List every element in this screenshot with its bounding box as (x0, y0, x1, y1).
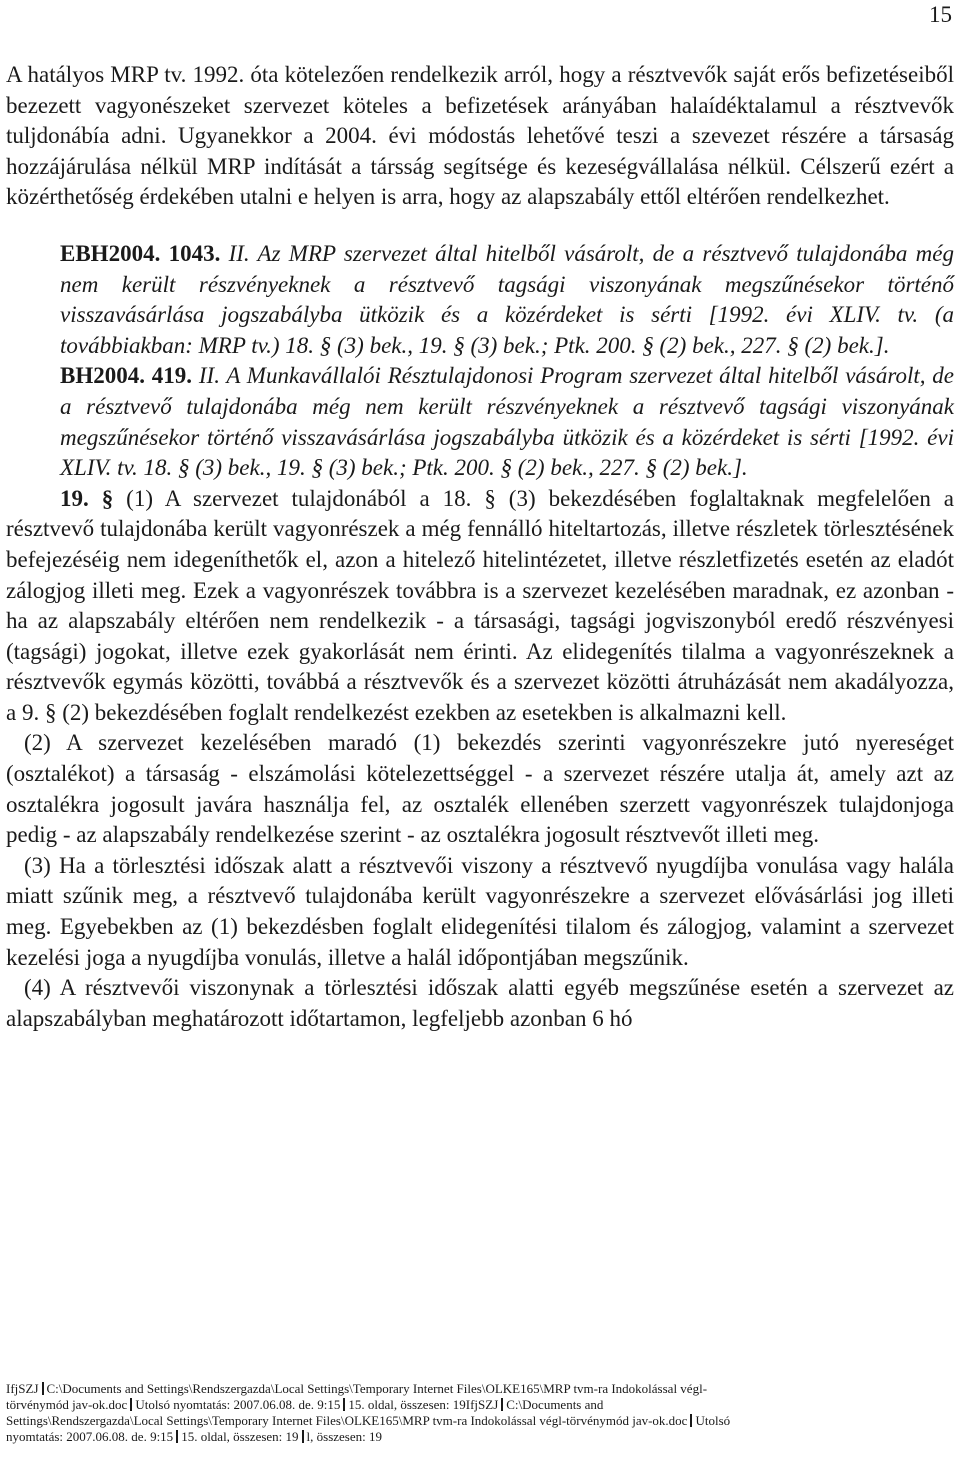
footer-filename: törvénymód jav-ok.doc (6, 1397, 128, 1412)
footer-line (6, 1381, 954, 1397)
footer-print-date: nyomtatás: 2007.06.08. de. 9:15 (6, 1429, 174, 1444)
footer-print-label: Utolsó (695, 1413, 731, 1428)
case-reference: BH2004. 419. (60, 363, 193, 389)
footer-separator (176, 1430, 178, 1443)
footer-separator (690, 1414, 692, 1427)
case-reference: EBH2004. 1043. (60, 240, 221, 266)
footer-separator (42, 1382, 44, 1395)
court-decision-bh (6, 361, 954, 483)
footer-line (6, 1429, 954, 1445)
footer-separator (130, 1398, 132, 1411)
footer-separator (343, 1398, 345, 1411)
section-text: (1) A szervezet tulajdonából a 18. § (3) bekezdésében foglaltaknak megfelelően a résztvevő tulajdonába került vagyonrészek a még fennálló hiteltartozás, illetve részletek törlesztésének befejezéséig nem idegeníthetők el, azon a hitelező hitelintézetet, illetve részletfizetés esetén az eladót zálogjog illeti meg. Ezek a vagyonrészek továbbra is a szervezet kezelésében maradnak, ez azonban - ha az alapszabály eltérően nem rendelkezik - a társasági, tagsági jogviszonyból eredő részvényesi (tagsági) jogokat, illetve ezek gyakorlását nem érinti. Az elidegenítés tilalma a vagyonrészeknek a résztvevők egymás közötti, továbbá a résztvevők és a szervezet közötti átruházását nem akadályozza, a 9. § (2) bekezdésében foglalt rendelkezést ezekben az esetekben is alkalmazni kell. (6, 485, 955, 725)
footer-path: C:\Documents and (506, 1397, 604, 1412)
footer-page-count: l, összesen: 19 (306, 1429, 382, 1444)
footer-separator (501, 1398, 503, 1411)
document-body (6, 60, 954, 1034)
page-number: 15 (929, 2, 952, 27)
footer-line (6, 1397, 954, 1413)
case-text: II. Az MRP szervezet által hitelből vásárolt, de a résztvevő tulajdonába még nem került részvényeknek a résztvevő tagsági viszonyának megszűnésekor történő visszavásárlása jogszabályba ütközik és a közérdeket is sérti [1992. évi XLIV. tv. (a továbbiakban: MRP tv.) 18. § (3) bek., 19. § (3) bek.; Ptk. 200. § (2) bek., 227. § (2) bek.]. (60, 240, 954, 358)
footer-page-count: 15. oldal, összesen: 19IfjSZJ (348, 1397, 499, 1412)
footer-separator (302, 1430, 304, 1443)
section-19-paragraph-1 (6, 484, 954, 729)
footer-path: Settings\Rendszergazda\Local Settings\Temporary Internet Files\OLKE165\MRP tvm-ra Indokolással végl-törvénymód jav-ok.doc (6, 1413, 688, 1428)
case-text: II. A Munkavállalói Résztulajdonosi Program szervezet által hitelből vásárolt, de a résztvevő tulajdonába még nem került részvényeknek a résztvevő tagsági viszonyának megszűnésekor történő visszavásárlása jogszabályba ütközik és a közérdeket is sérti [1992. évi XLIV. tv. 18. § (3) bek., 19. § (3) bek.; Ptk. 200. § (2) bek., 227. § (2) bek.]. (60, 363, 955, 481)
section-19-paragraph-4: (4) A résztvevői viszonynak a törlesztési időszak alatti egyéb megszűnése esetén a szervezet az alapszabályban meghatározott időtartamon, legfeljebb azonban 6 hó (6, 975, 954, 1031)
intro-paragraph: A hatályos MRP tv. 1992. óta kötelezően rendelkezik arról, hogy a résztvevők saját erős befizetéseiből bezezett vagyonészeket szervezet köteles a befizetések arányában halaídéktalamul a résztvevők tuljdonábía adni. Ugyanekkor a 2004. évi módostás lehetővé teszi a szevezet részére a társaság hozzájárulása nélkül MRP indítását a társság segítsége és kezeségvállalása nélkül. Célszerű ezért a közérthetőség érdekében utalni e helyen is arra, hogy az alapszabály ettől eltérően rendelkezhet. (6, 62, 954, 210)
section-number: 19. § (60, 485, 114, 511)
footer-author: IfjSZJ (6, 1381, 39, 1396)
footer-path: C:\Documents and Settings\Rendszergazda\Local Settings\Temporary Internet Files\OLKE165\MRP tvm-ra Indokolással végl- (46, 1381, 708, 1396)
section-19-paragraph-2: (2) A szervezet kezelésében maradó (1) bekezdés szerinti vagyonrészekre jutó nyereséget (osztalékot) a társaság - elszámolási kötelezettséggel - a szervezet részére utalja át, amely azt az osztalékra jogosult javára használja fel, az osztalék ellenében szerzett vagyonrészek tulajdonjoga pedig - az alapszabály rendelkezése szerint - az osztalékra jogosult résztvevőt illeti meg. (6, 730, 954, 848)
footer-print-date: Utolsó nyomtatás: 2007.06.08. de. 9:15 (135, 1397, 341, 1412)
footer-line (6, 1413, 954, 1429)
footer-page-count: 15. oldal, összesen: 19 (181, 1429, 299, 1444)
court-decision-ebh (6, 239, 954, 361)
section-19-paragraph-3: (3) Ha a törlesztési időszak alatt a résztvevői viszony a résztvevő nyugdíjba vonulása vagy halála miatt szűnik meg, a résztvevő tulajdonába került vagyonrészekre a szervezet elővásárlási jog illeti meg. Egyebekben az (1) bekezdésben foglalt elidegenítési tilalom és zálogjog, valamint a szervezet kezelési joga a nyugdíjba vonulás, illetve a halál időpontjában megszűnik. (6, 852, 954, 970)
document-footer (6, 1381, 954, 1445)
